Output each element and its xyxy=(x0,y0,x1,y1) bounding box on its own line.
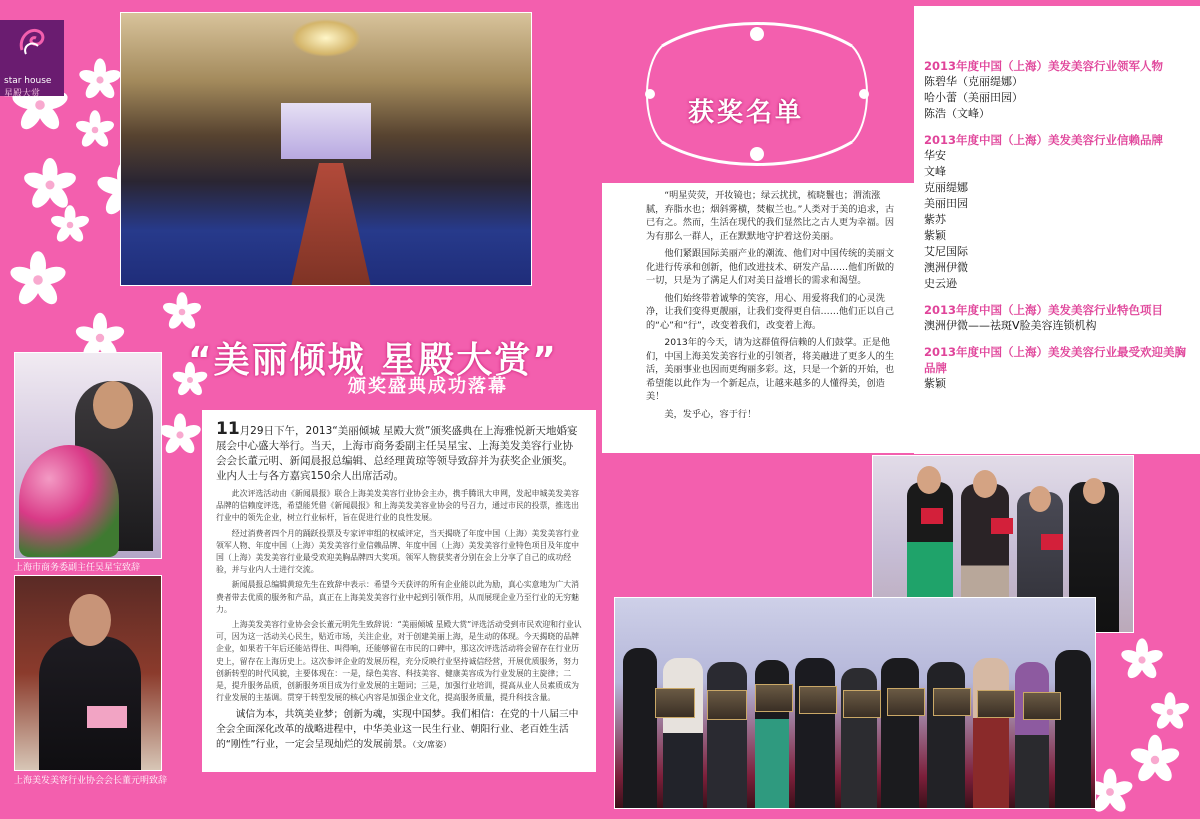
award-winner: 华安 xyxy=(924,149,946,162)
person-head xyxy=(1083,478,1105,504)
speaker1-head xyxy=(93,381,133,429)
award-winner: 澳洲伊微 xyxy=(924,261,968,274)
speaker2-head xyxy=(69,594,111,646)
person-head xyxy=(917,466,941,494)
person-figure xyxy=(881,658,919,808)
speech-paper xyxy=(87,706,127,728)
article-paragraph: 此次评选活动由《新闻晨报》联合上海美发美容行业协会主办，携手腾讯大申网，发起申城美发美容品牌的信赖度评选，希望能凭借《新闻晨报》和上海美发美容业协会的号召力，通过市民的投票，推选出行业中的领先企业，树立行业标杆，旨在促进行业的良性发展。 xyxy=(216,489,579,523)
article-paragraph: 上海美发美容行业协会会长董元明先生致辞说：“美丽倾城 星殿大赏”评选活动受到市民欢迎和行业认可，因为这一活动关心民生，贴近市场，关注企业，对于创建美丽上海，是生动的体现。今天揭晓的品牌企业，如果若干年后还能站得住、叫得响，还能够留在市民的口碑中，那这次评选活动将会留存在行业历史上，留存在上海历史上。这次参评企业的发展历程，充分反映行业坚持诚信经营，开展优质服务，努力创新转型的时代风貌，主要体现在：一是，绿色美容、科技美容、健康美容成为行业发展的主旋律；二是，提升服务品质，创新服务项目成为行业发展的主题词；三是，加强行业培训，提高从业人员素质成为行业发展的主基调。贯穿于转型发展的核心内容是加强企业文化，提高服务质量，提升科技含量。 xyxy=(216,620,582,703)
speaker1-photo xyxy=(14,352,162,559)
award-winner: 艾尼国际 xyxy=(924,245,968,258)
intro-paragraph: 美，发乎心，容于行！ xyxy=(664,408,757,420)
person-figure xyxy=(623,648,657,808)
award-plaque xyxy=(977,690,1015,718)
article-paragraph: 经过消费者四个月的踊跃投票及专家评审组的权威评定，当天揭晓了年度中国（上海）美发美容行业领军人物、年度中国（上海）美发美容行业信赖品牌、年度中国（上海）美发美容行业特色项目及年度中国（上海）美发美容行业最受欢迎美胸品牌四大奖项。领军人物获奖者分别在会上分享了自己的成功经验，并与业内人士进行交流。 xyxy=(216,528,579,575)
award-winner: 澳洲伊微——祛斑V脸美容连锁机构 xyxy=(924,319,1097,332)
award-winner: 紫颖 xyxy=(924,229,946,242)
award-winner: 紫苏 xyxy=(924,213,946,226)
award-winner: 陈碧华（克丽缇娜） xyxy=(924,75,1023,88)
logo-text-cn: 星殿大赏 xyxy=(4,89,41,99)
speaker2-photo xyxy=(14,575,162,771)
award-category-title: 2013年度中国（上海）美发美容行业领军人物 xyxy=(924,59,1164,73)
award-plaque xyxy=(933,688,971,716)
award-winner: 紫颖 xyxy=(924,377,946,390)
person-figure xyxy=(755,660,789,808)
article-lead-text: 月29日下午，2013“美丽倾城 星殿大赏”颁奖盛典在上海雅悦新天地婚宴展会中心盛大举行。当天，上海市商务委副主任吴星宝、上海美发美容行业协会会长董元明、新闻晨报总编辑、总经理黄琼等领导致辞并为获奖企业颁奖。业内人士与各方嘉宾150余人出席活动。 xyxy=(216,425,578,482)
award-plaque xyxy=(1023,692,1061,720)
winners-heading: 获奖名单 xyxy=(688,98,805,128)
person-figure xyxy=(1055,650,1091,808)
person-figure xyxy=(927,662,965,808)
person-figure xyxy=(1015,662,1049,808)
award-category-title: 2013年度中国（上海）美发美容行业最受欢迎美胸品牌 xyxy=(924,345,1187,375)
award-winner: 史云逊 xyxy=(924,277,957,290)
award-plaque xyxy=(755,684,793,712)
person-figure xyxy=(973,658,1009,808)
award-plaque xyxy=(887,688,925,716)
award-plaque xyxy=(655,688,695,718)
award-category xyxy=(924,344,1188,392)
award-category xyxy=(924,132,1188,292)
intro-paragraph: 他们紧跟国际美丽产业的潮流、他们对中国传统的美丽文化进行传承和创新，他们改进技术、研发产品……他们所做的一切，只是为了满足人们对美日益增长的需求和渴望。 xyxy=(646,248,895,286)
person-figure xyxy=(795,658,835,808)
person-head xyxy=(1029,486,1051,512)
award-category xyxy=(924,58,1188,122)
article-closing xyxy=(216,707,582,752)
award-group-photo-2 xyxy=(614,597,1096,809)
article-paragraph: 新闻晨报总编辑黄琼先生在致辞中表示：希望今天获评的所有企业能以此为励，真心实意地为广大消费者带去优质的服务和产品，真正在上海美发美容行业中起到引领作用，从而展现企业乃至行业的无穷魅力。 xyxy=(216,580,579,614)
speaker1-caption: 上海市商务委副主任吴星宝致辞 xyxy=(14,563,141,573)
award-winner: 文峰 xyxy=(924,165,946,178)
award-folder xyxy=(991,518,1013,534)
award-plaque xyxy=(707,690,747,720)
award-category-title: 2013年度中国（上海）美发美容行业特色项目 xyxy=(924,303,1164,317)
article-byline: （文/席姿） xyxy=(412,740,451,750)
person-figure xyxy=(707,662,747,808)
winners-list xyxy=(914,6,1200,454)
article-closing-text: 诚信为本，共筑美业梦；创新为魂，实现中国梦。我们相信：在党的十八届三中全会全面深化改革的战略进程中，中华美业这一民生行业、朝阳行业、老百姓生活的“刚性”行业，一定会呈现灿烂的发展前景。 xyxy=(216,709,579,751)
headline-subtitle: 颁奖盛典成功落幕 xyxy=(348,376,508,397)
person-figure xyxy=(663,658,703,808)
award-category-title: 2013年度中国（上海）美发美容行业信赖品牌 xyxy=(924,133,1164,147)
article-body xyxy=(202,410,596,772)
swirl-logo-icon xyxy=(16,24,50,58)
award-folder xyxy=(921,508,943,524)
flower-arrangement xyxy=(19,445,119,557)
award-winner: 哈小蕾（美丽田园） xyxy=(924,91,1023,104)
stage-screen-shape xyxy=(281,103,371,159)
award-plaque xyxy=(843,690,881,718)
headline-title: “美丽倾城 星殿大赏” xyxy=(188,340,558,381)
chandelier-shape xyxy=(291,19,361,57)
ceremony-hall-photo xyxy=(120,12,532,286)
speaker2-caption: 上海美发美容行业协会会长董元明致辞 xyxy=(14,776,168,786)
speaker2-figure xyxy=(39,636,141,771)
award-folder xyxy=(1041,534,1063,550)
carpet-shape xyxy=(291,163,371,286)
logo-text-en: star house xyxy=(4,76,52,86)
award-winner: 美丽田园 xyxy=(924,197,968,210)
article-date-number: 11 xyxy=(216,419,240,439)
article-lead xyxy=(216,419,582,484)
intro-paragraph: 2013年的今天，请为这群值得信赖的人们鼓掌。正是他们，中国上海美发美容行业的引领者，将美融进了更多人的生活，美丽事业也因而更绚丽多彩。这，只是一个新的开始，也希望能以此作为一个新起点，让越来越多的人懂得美，创造美！ xyxy=(646,337,895,402)
intro-paragraph: 他们始终带着诚挚的笑容，用心、用爱将我们的心灵洗净，让我们变得更靓丽，让我们变得更自信……他们正以自己的“心”和“行”，改变着我们，改变着上海。 xyxy=(646,292,895,331)
award-category xyxy=(924,302,1188,334)
award-winner: 陈浩（文峰） xyxy=(924,107,990,120)
brand-logo xyxy=(0,20,64,99)
award-plaque xyxy=(799,686,837,714)
intro-paragraph: “明星荧荧，开妆镜也；绿云扰扰，梳晓鬟也；渭流涨腻，弃脂水也；烟斜雾横，焚椒兰也。”人类对于美的追求，古已有之。然而，生活在现代的我们显然比之古人更为幸福。因为有那么一群人，正在默默地守护着这份美丽。 xyxy=(646,190,895,242)
intro-column xyxy=(602,183,914,453)
person-head xyxy=(973,470,997,498)
person-figure xyxy=(841,668,877,808)
award-winner: 克丽缇娜 xyxy=(924,181,968,194)
